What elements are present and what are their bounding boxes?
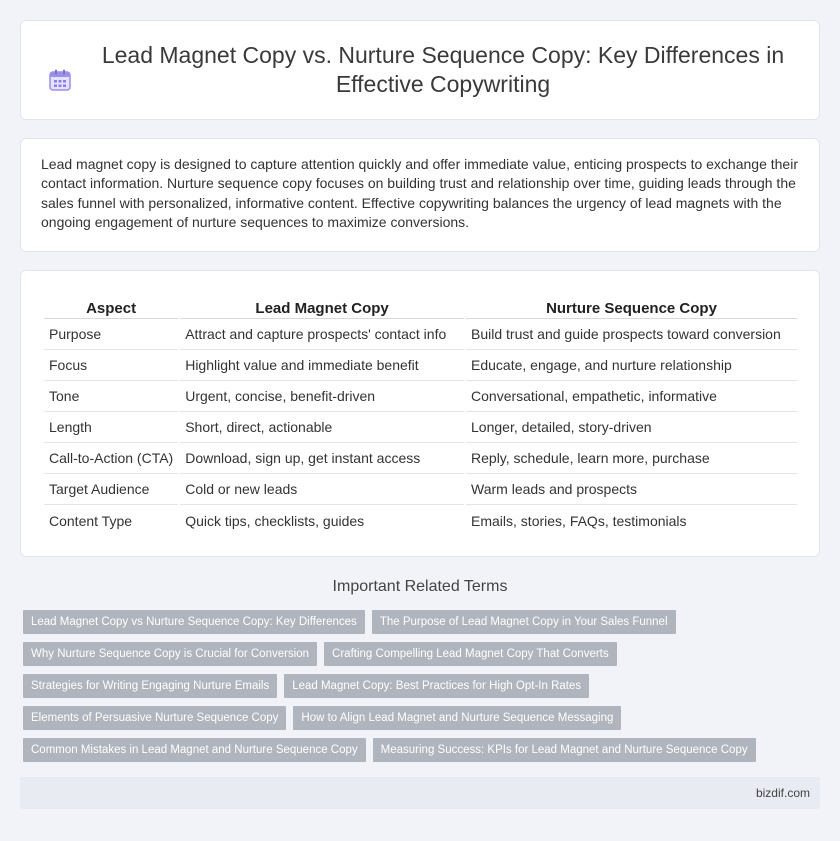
cell-aspect: Call-to-Action (CTA) [44, 443, 178, 474]
related-term-link[interactable]: The Purpose of Lead Magnet Copy in Your Sales Funnel [372, 610, 676, 634]
intro-text: Lead magnet copy is designed to capture attention quickly and offer immediate value, enticing prospects to exchange their contact information. Nurture sequence copy focuses on building trust and relationship over time, guiding leads through the sales funnel with personalized, informative content. Effective copywriting balances the urgency of lead magnets with the ongoing engagement of nurture sequences to maximize conversions. [41, 156, 798, 231]
cell-aspect: Tone [44, 381, 178, 412]
cell-nurture: Educate, engage, and nurture relationship [466, 350, 797, 381]
cell-aspect: Length [44, 412, 178, 443]
table-row [44, 474, 797, 505]
table-header-row [44, 293, 797, 319]
header-nurture: Nurture Sequence Copy [466, 293, 797, 319]
table-row [44, 319, 797, 350]
table-row [44, 381, 797, 412]
cell-lead-magnet: Urgent, concise, benefit-driven [180, 381, 464, 412]
cell-aspect: Content Type [49, 512, 133, 529]
tag-row [23, 738, 823, 762]
cell-aspect: Purpose [44, 319, 178, 350]
tag-row [23, 674, 823, 698]
cell-lead-magnet: Download, sign up, get instant access [180, 443, 464, 474]
table-row [44, 505, 797, 536]
related-term-link[interactable]: How to Align Lead Magnet and Nurture Sequence Messaging [293, 706, 621, 730]
cell-nurture: Conversational, empathetic, informative [466, 381, 797, 412]
cell-nurture: Warm leads and prospects [466, 474, 797, 505]
table-row [44, 412, 797, 443]
cell-nurture: Build trust and guide prospects toward conversion [466, 319, 797, 350]
related-term-link[interactable]: Lead Magnet Copy vs Nurture Sequence Copy: Key Differences [23, 610, 365, 634]
related-term-link[interactable]: Measuring Success: KPIs for Lead Magnet and Nurture Sequence Copy [373, 738, 756, 762]
cell-lead-magnet: Quick tips, checklists, guides [185, 512, 365, 529]
related-term-link[interactable]: Elements of Persuasive Nurture Sequence Copy [23, 706, 286, 730]
footer-brand[interactable]: bizdif.com [755, 786, 810, 800]
related-terms-title: Important Related Terms [332, 578, 508, 595]
comparison-table [42, 293, 799, 536]
cell-lead-magnet: Attract and capture prospects' contact info [180, 319, 464, 350]
related-term-link[interactable]: Lead Magnet Copy: Best Practices for High Opt-In Rates [284, 674, 589, 698]
cell-lead-magnet: Short, direct, actionable [180, 412, 464, 443]
page-title: Lead Magnet Copy vs. Nurture Sequence Copy: Key Differences in Effective Copywriting [101, 42, 785, 97]
header-aspect: Aspect [44, 293, 178, 319]
header-card [20, 20, 820, 120]
related-term-link[interactable]: Strategies for Writing Engaging Nurture Emails [23, 674, 277, 698]
cell-nurture: Longer, detailed, story-driven [466, 412, 797, 443]
cell-lead-magnet: Highlight value and immediate benefit [180, 350, 464, 381]
related-term-link[interactable]: Crafting Compelling Lead Magnet Copy That Converts [324, 642, 617, 666]
cell-aspect: Focus [44, 350, 178, 381]
related-terms-list [23, 610, 823, 770]
table-row [44, 350, 797, 381]
cell-aspect: Target Audience [44, 474, 178, 505]
tag-row [23, 706, 823, 730]
cell-nurture: Emails, stories, FAQs, testimonials [471, 512, 687, 529]
calendar-icon [47, 67, 73, 93]
tag-row [23, 610, 823, 634]
cell-lead-magnet: Cold or new leads [180, 474, 464, 505]
comparison-card [20, 270, 820, 557]
tag-row [23, 642, 823, 666]
table-row [44, 443, 797, 474]
intro-card [20, 138, 820, 252]
related-term-link[interactable]: Why Nurture Sequence Copy is Crucial for Conversion [23, 642, 317, 666]
related-term-link[interactable]: Common Mistakes in Lead Magnet and Nurture Sequence Copy [23, 738, 366, 762]
cell-nurture: Reply, schedule, learn more, purchase [466, 443, 797, 474]
header-lead-magnet: Lead Magnet Copy [180, 293, 464, 319]
footer [20, 777, 820, 809]
